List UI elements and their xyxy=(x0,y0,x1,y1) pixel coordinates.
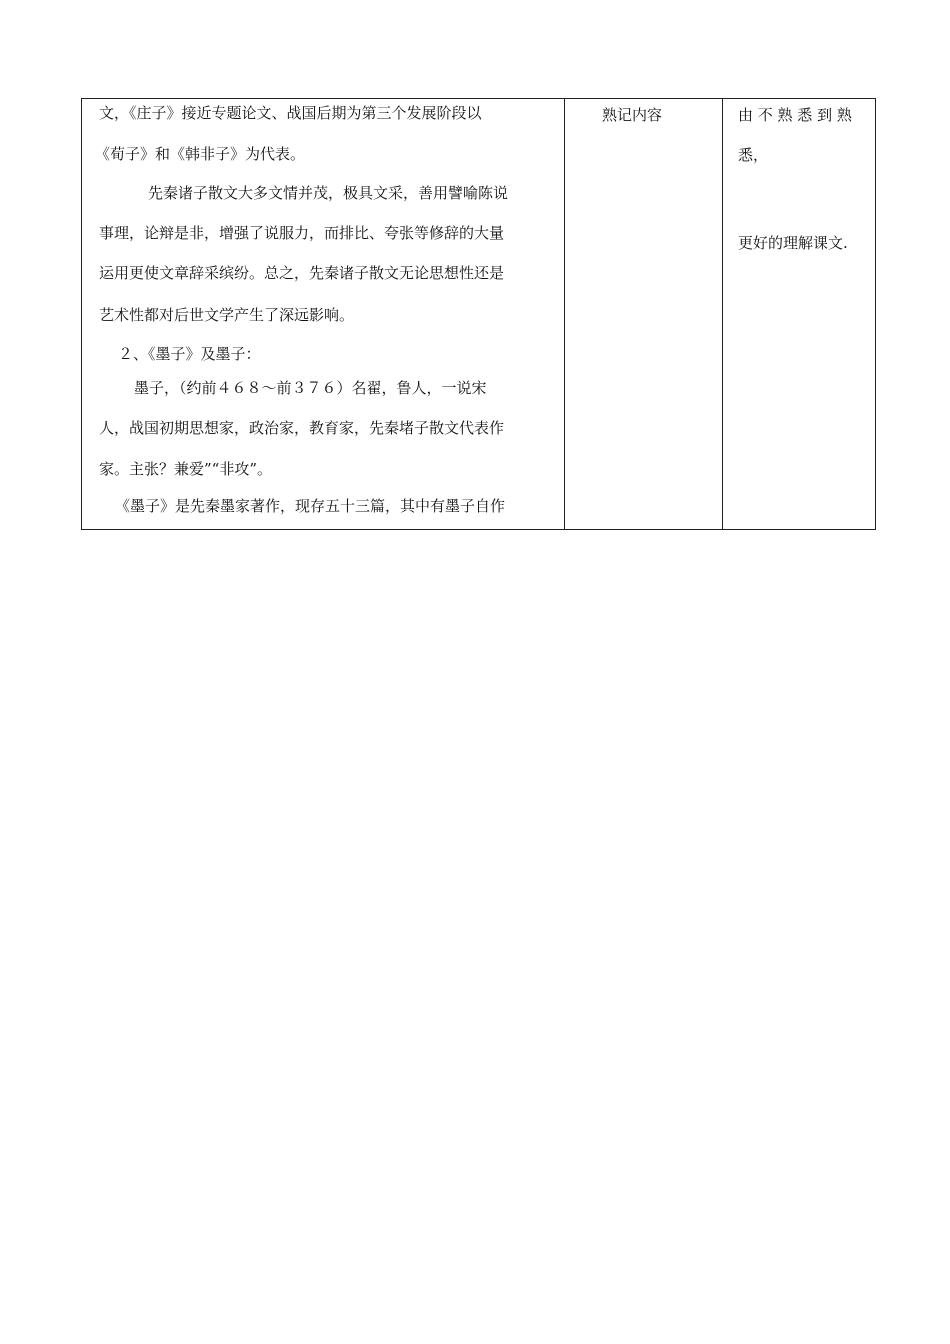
section-heading: ２、《墨子》及墨子： xyxy=(118,345,261,363)
content-line: 先秦诸子散文大多文情并茂，极具文采，善用譬喻陈说 xyxy=(148,184,509,202)
content-line: 艺术性都对后世文学产生了深远影响。 xyxy=(99,306,355,324)
content-cell xyxy=(82,99,565,529)
content-line: 《荀子》和《韩非子》为代表。 xyxy=(95,145,306,163)
content-line: 事理，论辩是非，增强了说服力，而排比、夸张等修辞的大量 xyxy=(99,224,505,242)
method-cell xyxy=(565,99,723,529)
content-line: 墨子，（约前４６８～前３７６）名翟，鲁人，一说宋 xyxy=(134,379,487,397)
content-line: 运用更使文章辞采缤纷。总之，先秦诸子散文无论思想性还是 xyxy=(99,264,505,282)
purpose-line: 更好的理解课文. xyxy=(738,234,848,252)
purpose-line: 由 不 熟 悉 到 熟 xyxy=(738,106,852,124)
content-line: 《墨子》是先秦墨家著作，现存五十三篇，其中有墨子自作 xyxy=(115,497,506,515)
method-text: 熟记内容 xyxy=(602,106,663,124)
purpose-line: 悉， xyxy=(738,146,769,164)
content-line: 文，《庄子》接近专题论文、战国后期为第三个发展阶段以 xyxy=(99,104,482,122)
content-line: 人，战国初期思想家，政治家，教育家，先秦堵子散文代表作 xyxy=(99,419,505,437)
purpose-cell xyxy=(723,99,875,529)
content-line: 家。主张？兼爱”“非攻”。 xyxy=(99,460,273,478)
lesson-table xyxy=(81,98,876,530)
